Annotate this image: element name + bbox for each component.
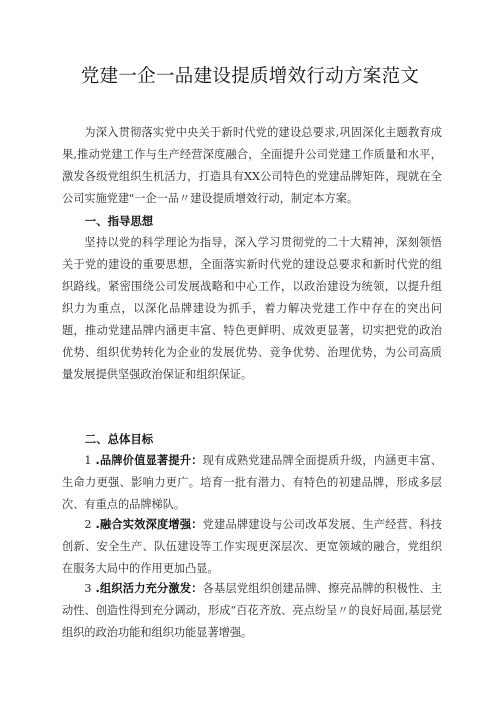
document-title: 党建一企一品建设提质增效行动方案范文 xyxy=(80,66,420,87)
goal-text: 党建品牌建设与公司改革发展、生产经营、科技创新、安全生产、队伍建设等工作实现更深层次、更宽领域的融合，党组织在服务大局中的作用更加凸显。 xyxy=(62,518,442,575)
intro-paragraph: 为深入贯彻落实党中央关于新时代党的建设总要求,巩固深化主题教育成果,推动党建工作与生产经营深度融合，全面提升公司党建工作质量和水平，激发各级党组织生机活力，打造具有XX公司特色的党建品牌矩阵，现就在全公司实施党建"一企一品〃建设提质增效行动，制定本方案。 xyxy=(62,126,442,205)
goal-lead: .组织活力充分激发： xyxy=(95,582,203,595)
goal-item xyxy=(62,514,442,580)
goal-text: 各基层党组织创建品牌、擦亮品牌的积极性、主动性、创造性得到充分调动，形成“百花齐放、亮点纷呈〃的良好局面,基层党组织的政治功能和组织功能显著增强。 xyxy=(62,582,442,639)
goal-text: 现有成熟党建品牌全面提质升级，内涵更丰富、生命力更强、影响力更广。培育一批有潜力、有特色的初建品牌，形成多层次、有重点的品牌梯队。 xyxy=(62,454,442,511)
section-heading-overall-goals: 二、总体目标 xyxy=(84,432,154,446)
goal-number: 2 xyxy=(84,518,92,531)
section-heading-guiding-ideology: 一、指导思想 xyxy=(84,214,154,228)
goal-lead: .融合实效深度增强： xyxy=(95,518,203,531)
guiding-ideology-paragraph: 坚持以党的科学理论为指导，深入学习贯彻党的二十大精神，深刻领悟关于党的建设的重要思想，全面落实新时代党的建设总要求和新时代党的组织路线。紧密围绕公司发展战略和中心工作，以政治建设为统领，以提升组织力为重点，以深化品牌建设为抓手，着力解决党建工作中存在的突出问题，推动党建品牌内涵更丰富、特色更鲜明、成效更显著，切实把党的政治优势、组织优势转化为企业的发展优势、竞争优势、治理优势，为公司高质量发展提供坚强政治保证和组织保证。 xyxy=(62,236,442,381)
goal-number: 1 xyxy=(84,454,92,467)
goal-number: 3 xyxy=(84,582,92,595)
goal-item xyxy=(62,578,442,644)
goal-lead: .品牌价值显著提升： xyxy=(95,454,203,467)
goal-item xyxy=(62,450,442,516)
